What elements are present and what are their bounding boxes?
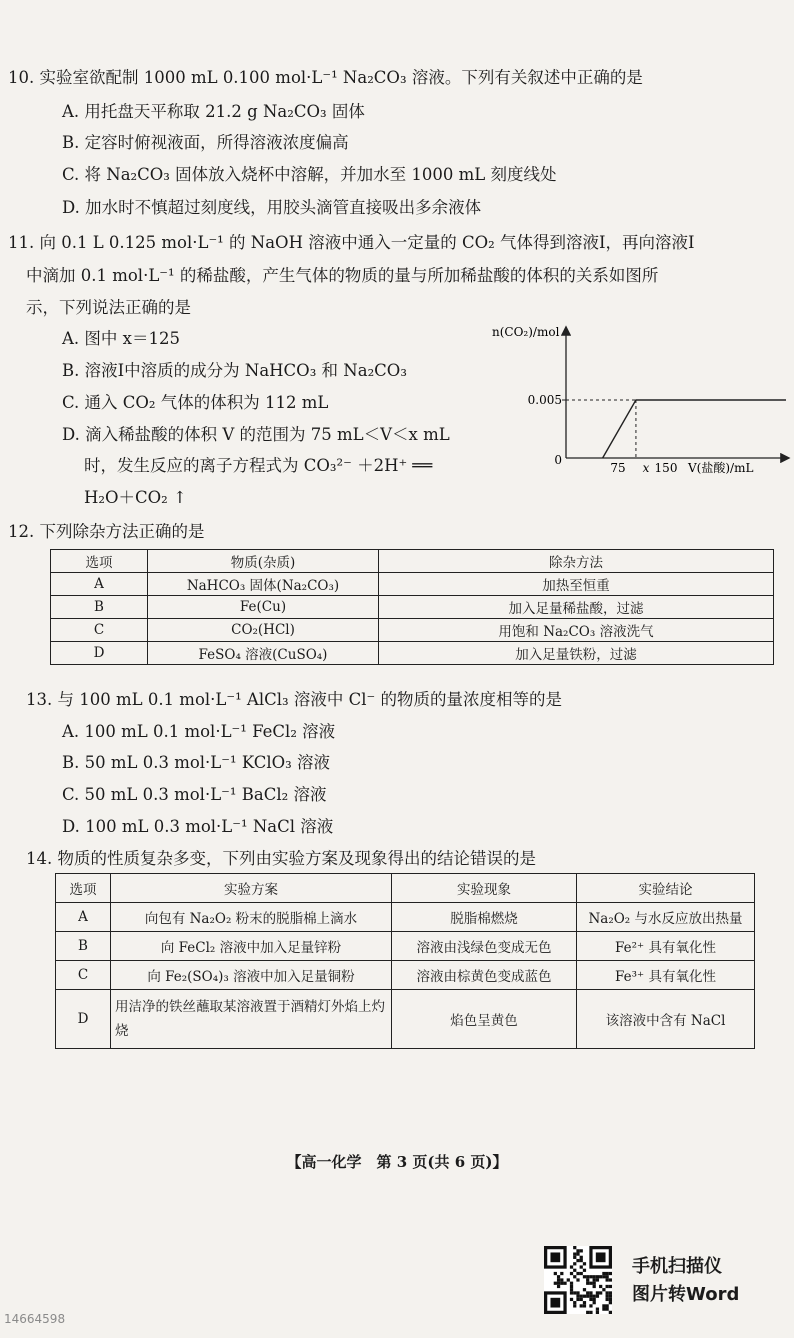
- table-cell: Fe(Cu): [148, 596, 379, 619]
- q10-option-b: B. 定容时俯视液面，所得溶液浓度偏高: [62, 133, 349, 152]
- q11-chart: [488, 318, 794, 478]
- table-row: [56, 961, 755, 990]
- q14-header-plan: 实验方案: [111, 874, 392, 903]
- chart-x-tick-75: 75: [610, 461, 626, 475]
- table-cell: FeSO₄ 溶液(CuSO₄): [148, 642, 379, 665]
- document-id: 14664598: [4, 1312, 66, 1326]
- table-row: [56, 903, 755, 932]
- table-cell: 向 FeCl₂ 溶液中加入足量锌粉: [111, 932, 392, 961]
- table-cell: B: [56, 932, 111, 961]
- q12-stem: 12. 下列除杂方法正确的是: [8, 522, 205, 541]
- q10-option-c: C. 将 Na₂CO₃ 固体放入烧杯中溶解，并加水至 1000 mL 刻度线处: [62, 165, 557, 184]
- table-cell: 用洁净的铁丝蘸取某溶液置于酒精灯外焰上灼烧: [111, 990, 392, 1049]
- q12-header-option: 选项: [51, 550, 148, 573]
- table-row: [56, 990, 755, 1049]
- brand-line-2: 图片转Word: [632, 1284, 740, 1305]
- table-row: [51, 619, 774, 642]
- q14-table: [55, 873, 755, 1049]
- table-cell: 溶液由棕黄色变成蓝色: [392, 961, 577, 990]
- table-cell: CO₂(HCl): [148, 619, 379, 642]
- q12-header-method: 除杂方法: [379, 550, 774, 573]
- table-cell: 加入足量稀盐酸，过滤: [379, 596, 774, 619]
- qr-code-icon: [544, 1246, 612, 1314]
- q11-stem-line-1: 11. 向 0.1 L 0.125 mol·L⁻¹ 的 NaOH 溶液中通入一定量的 CO₂ 气体得到溶液Ⅰ，再向溶液Ⅰ: [8, 233, 695, 252]
- table-row: [51, 596, 774, 619]
- q11-option-a: A. 图中 x＝125: [62, 329, 180, 348]
- q10-option-a: A. 用托盘天平称取 21.2 g Na₂CO₃ 固体: [62, 102, 365, 121]
- q13-option-b: B. 50 mL 0.3 mol·L⁻¹ KClO₃ 溶液: [62, 753, 330, 772]
- table-cell: D: [56, 990, 111, 1049]
- table-cell: Fe²⁺ 具有氧化性: [577, 932, 755, 961]
- q10-option-d: D. 加水时不慎超过刻度线，用胶头滴管直接吸出多余液体: [62, 198, 482, 217]
- q11-option-d-cont-2: H₂O＋CO₂ ↑: [84, 488, 187, 507]
- table-cell: 溶液由浅绿色变成无色: [392, 932, 577, 961]
- chart-origin-label: 0: [554, 453, 562, 467]
- table-cell: A: [56, 903, 111, 932]
- table-row: [56, 932, 755, 961]
- q11-stem-line-3: 示，下列说法正确的是: [26, 298, 191, 317]
- table-cell: 向 Fe₂(SO₄)₃ 溶液中加入足量铜粉: [111, 961, 392, 990]
- table-cell: 加热至恒重: [379, 573, 774, 596]
- q12-header-substance: 物质(杂质): [148, 550, 379, 573]
- table-cell: C: [56, 961, 111, 990]
- q14-header-phenomenon: 实验现象: [392, 874, 577, 903]
- q14-header-option: 选项: [56, 874, 111, 903]
- brand-line-1: 手机扫描仪: [632, 1256, 722, 1277]
- table-cell: NaHCO₃ 固体(Na₂CO₃): [148, 573, 379, 596]
- q11-option-d: D. 滴入稀盐酸的体积 V 的范围为 75 mL＜V＜x mL: [62, 425, 450, 444]
- q14-header-conclusion: 实验结论: [577, 874, 755, 903]
- q11-option-c: C. 通入 CO₂ 气体的体积为 112 mL: [62, 393, 329, 412]
- chart-x-tick-150: 150: [654, 461, 678, 475]
- chart-y-tick-label: 0.005: [527, 393, 562, 407]
- table-cell: C: [51, 619, 148, 642]
- q11-stem-line-2: 中滴加 0.1 mol·L⁻¹ 的稀盐酸，产生气体的物质的量与所加稀盐酸的体积的关系如图所: [26, 266, 659, 285]
- table-cell: A: [51, 573, 148, 596]
- table-cell: 加入足量铁粉，过滤: [379, 642, 774, 665]
- table-cell: 向包有 Na₂O₂ 粉末的脱脂棉上滴水: [111, 903, 392, 932]
- chart-x-label: V(盐酸)/mL: [688, 461, 754, 475]
- chart-y-label: n(CO₂)/mol: [492, 325, 560, 339]
- q10-stem: 10. 实验室欲配制 1000 mL 0.100 mol·L⁻¹ Na₂CO₃ 溶液。下列有关叙述中正确的是: [8, 68, 643, 87]
- table-cell: 用饱和 Na₂CO₃ 溶液洗气: [379, 619, 774, 642]
- table-cell: D: [51, 642, 148, 665]
- q13-stem: 13. 与 100 mL 0.1 mol·L⁻¹ AlCl₃ 溶液中 Cl⁻ 的物质的量浓度相等的是: [26, 690, 562, 709]
- q13-option-a: A. 100 mL 0.1 mol·L⁻¹ FeCl₂ 溶液: [62, 722, 336, 741]
- q11-option-b: B. 溶液Ⅰ中溶质的成分为 NaHCO₃ 和 Na₂CO₃: [62, 361, 407, 380]
- chart-x-tick-x: x: [642, 461, 650, 475]
- table-cell: Na₂O₂ 与水反应放出热量: [577, 903, 755, 932]
- q11-option-d-cont-1: 时，发生反应的离子方程式为 CO₃²⁻ ＋2H⁺ ══: [84, 456, 433, 475]
- table-cell: 焰色呈黄色: [392, 990, 577, 1049]
- chart-series-line: [603, 400, 786, 458]
- table-row: [51, 642, 774, 665]
- q14-stem: 14. 物质的性质复杂多变，下列由实验方案及现象得出的结论错误的是: [26, 849, 536, 868]
- q12-table: [50, 549, 774, 665]
- q13-option-d: D. 100 mL 0.3 mol·L⁻¹ NaCl 溶液: [62, 817, 334, 836]
- table-cell: B: [51, 596, 148, 619]
- page-footer: 【高一化学 第 3 页(共 6 页)】: [286, 1153, 508, 1171]
- table-cell: 脱脂棉燃烧: [392, 903, 577, 932]
- table-cell: Fe³⁺ 具有氧化性: [577, 961, 755, 990]
- table-cell: 该溶液中含有 NaCl: [577, 990, 755, 1049]
- q13-option-c: C. 50 mL 0.3 mol·L⁻¹ BaCl₂ 溶液: [62, 785, 327, 804]
- table-row: [51, 573, 774, 596]
